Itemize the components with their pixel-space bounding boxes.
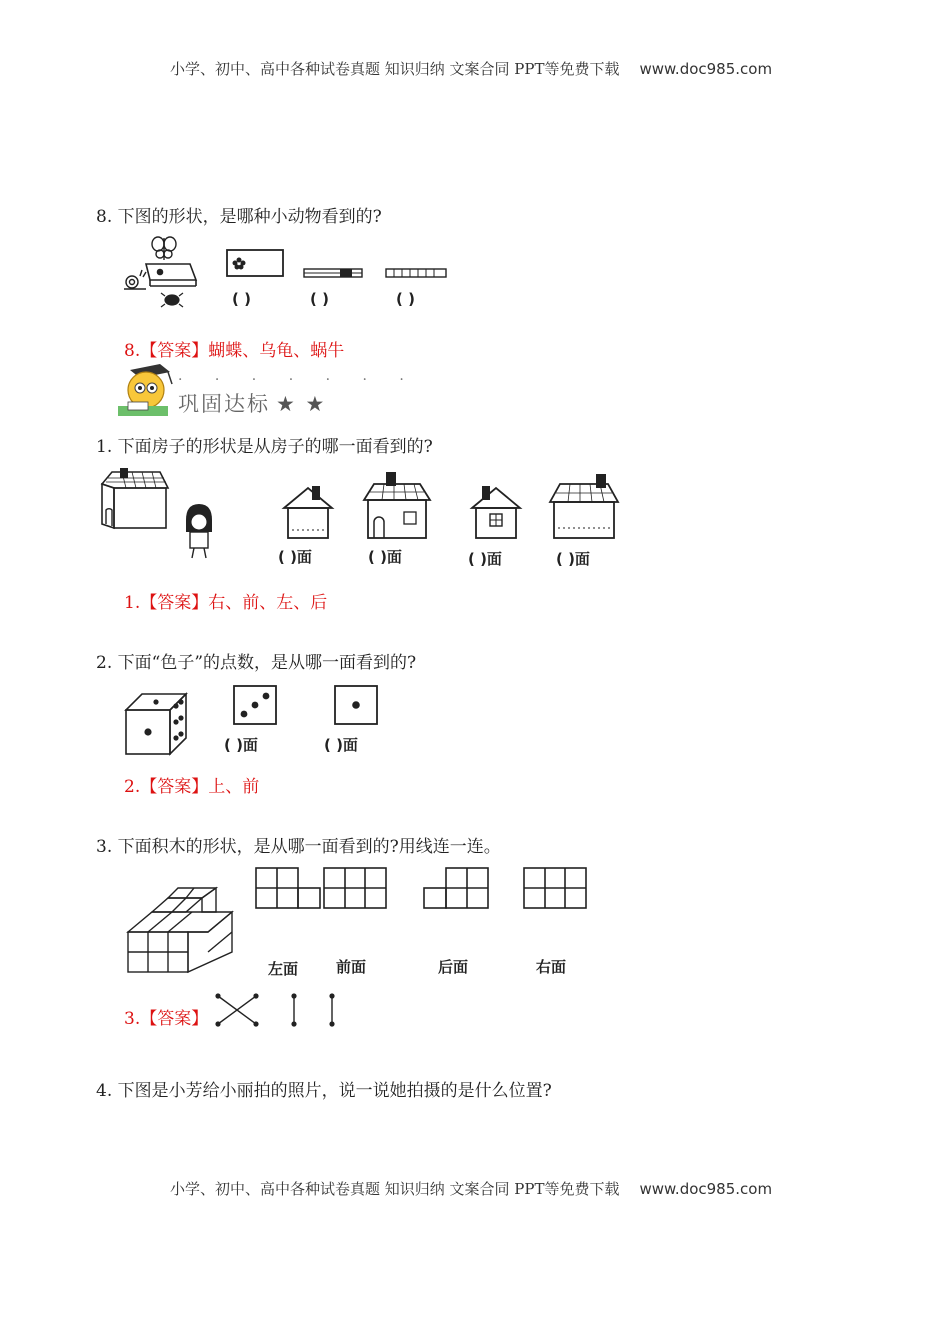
dice-front-view	[333, 684, 379, 726]
q3-question: 3. 下面积木的形状，是从哪一面看到的?用线连一连。	[96, 837, 501, 857]
q8-view-top	[225, 248, 287, 280]
q1-blank-left[interactable]: ( )面	[468, 550, 502, 568]
snail-icon	[124, 270, 146, 289]
q8-answer: 8.【答案】蝴蝶、乌龟、蜗牛	[124, 341, 345, 361]
house-front-view	[360, 470, 434, 542]
q3-answer: 3.【答案】	[124, 1009, 209, 1029]
blocks-3d-illustration	[124, 884, 238, 976]
q2-answer: 2.【答案】上、前	[124, 777, 260, 797]
girl-icon	[180, 502, 218, 560]
q3-answer-lines	[214, 992, 344, 1032]
q8-blank-1[interactable]: ( )	[232, 290, 251, 308]
q1-blank-back[interactable]: ( )面	[556, 550, 590, 568]
dice-top-view	[232, 684, 278, 726]
section-title	[178, 388, 326, 418]
header-text: 小学、初中、高中各种试卷真题 知识归纳 文案合同 PPT等免费下载	[170, 60, 620, 78]
q3-label-back: 后面	[438, 958, 469, 976]
dice-3d-illustration	[124, 692, 190, 756]
blocks-view-back	[422, 866, 490, 910]
blocks-view-left	[254, 866, 322, 910]
q1-question: 1. 下面房子的形状是从房子的哪一面看到的?	[96, 437, 433, 457]
q8-question: 8. 下图的形状，是哪种小动物看到的?	[96, 207, 382, 227]
q4-question: 4. 下图是小芳给小丽拍的照片，说一说她拍摄的是什么位置?	[96, 1081, 552, 1101]
q2-blank-front[interactable]: ( )面	[324, 736, 358, 754]
q2-question: 2. 下面“色子”的点数，是从哪一面看到的?	[96, 653, 417, 673]
q1-blank-front[interactable]: ( )面	[368, 548, 402, 566]
q8-view-side	[380, 266, 452, 280]
house-left-view	[470, 484, 522, 542]
blocks-view-right	[522, 866, 590, 910]
q3-label-right: 右面	[536, 958, 567, 976]
house-3d-illustration	[98, 466, 170, 536]
page-footer	[170, 1178, 772, 1199]
q8-object-illustration	[120, 232, 212, 312]
q8-view-front	[298, 266, 368, 280]
butterfly-icon	[152, 237, 176, 260]
footer-url[interactable]: www.doc985.com	[639, 1180, 773, 1198]
page-header	[170, 58, 772, 79]
q1-answer: 1.【答案】右、前、左、后	[124, 593, 328, 613]
house-back-view	[546, 472, 622, 542]
flower-icon	[233, 258, 246, 270]
q3-label-front: 前面	[336, 958, 367, 976]
q8-blank-2[interactable]: ( )	[310, 290, 329, 308]
section-title-text: 巩固达标	[178, 392, 270, 416]
section-dots: · · · · · · ·	[178, 372, 418, 388]
house-right-view	[282, 484, 334, 542]
turtle-icon	[161, 293, 183, 307]
q2-blank-top[interactable]: ( )面	[224, 736, 258, 754]
section-stars: ★ ★	[276, 392, 327, 416]
box-icon	[146, 264, 196, 286]
q8-blank-3[interactable]: ( )	[396, 290, 415, 308]
footer-text: 小学、初中、高中各种试卷真题 知识归纳 文案合同 PPT等免费下载	[170, 1180, 620, 1198]
q3-label-left: 左面	[268, 960, 299, 978]
student-mascot-icon	[112, 360, 178, 420]
q1-blank-right[interactable]: ( )面	[278, 548, 312, 566]
header-url[interactable]: www.doc985.com	[639, 60, 773, 78]
blocks-view-front	[322, 866, 390, 910]
